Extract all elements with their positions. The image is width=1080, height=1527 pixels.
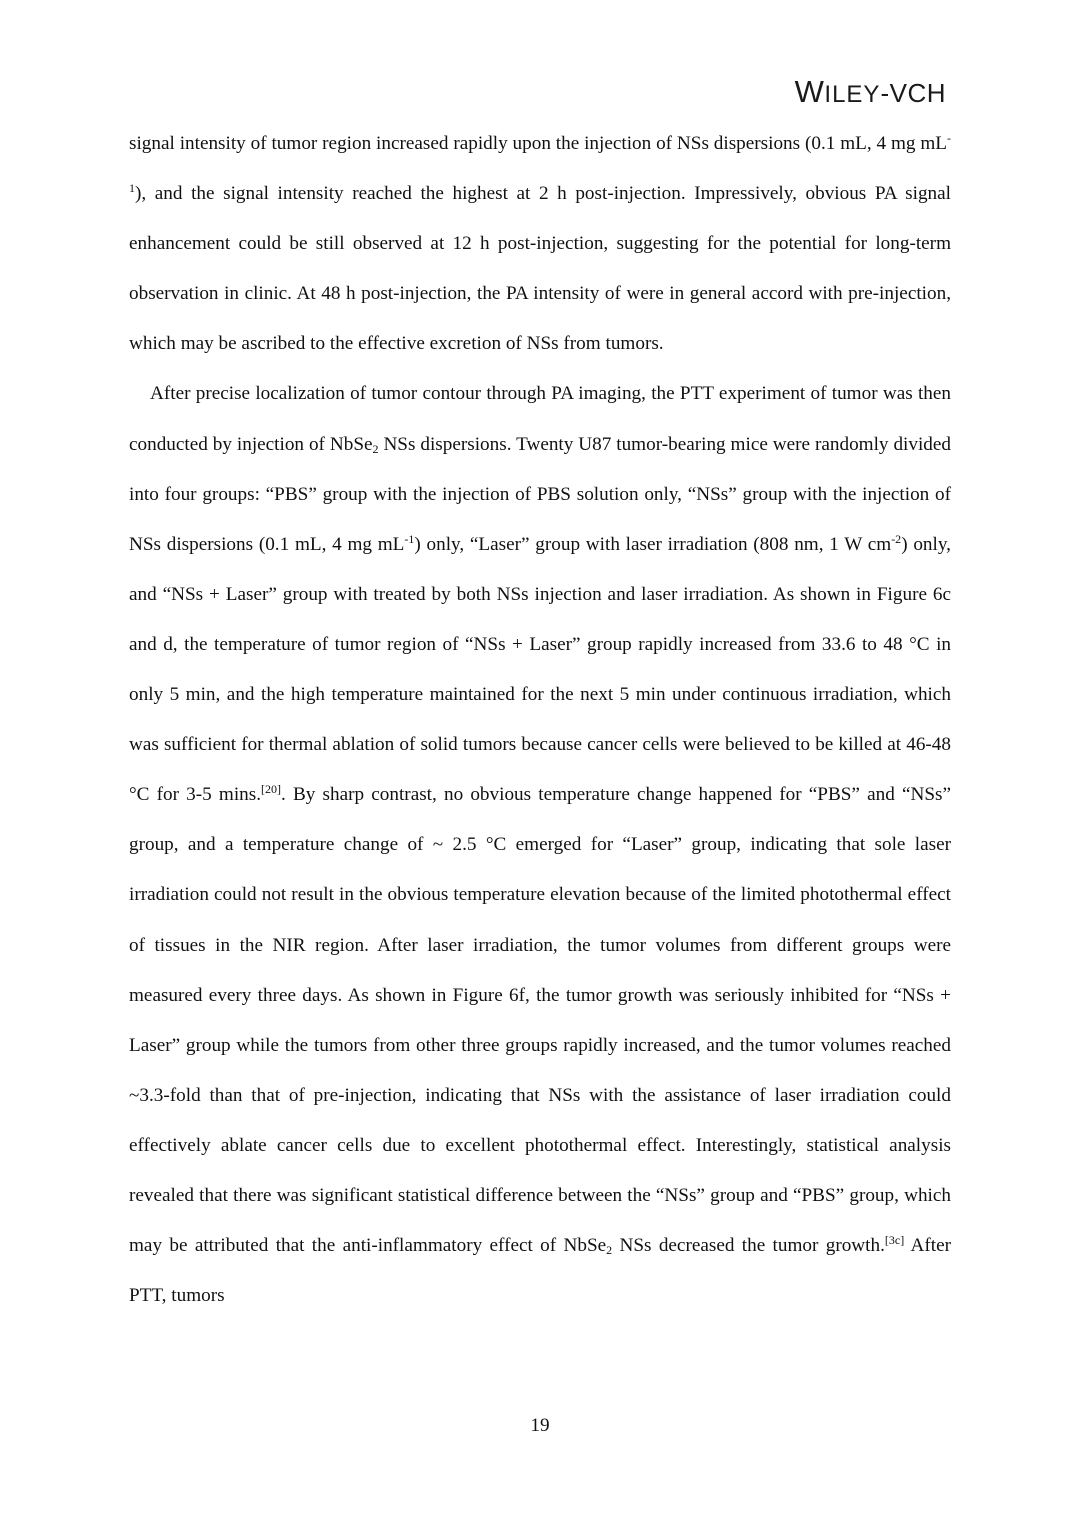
p1-superscript-1: -1 <box>129 131 951 196</box>
paragraph-1 <box>129 119 951 369</box>
publisher-logo <box>795 76 946 107</box>
citation-3c: [3c] <box>884 1233 905 1248</box>
citation-20: [20] <box>261 782 282 797</box>
p2-text-5: . By sharp contrast, no obvious temperature change happened for “PBS” and “NSs” group, and a temperature change of ~ 2.5 °C emerged for “Laser” group, indicating that sole laser irradiation could not result in the obvious temperature elevation because of the limited photothermal effect of tissues in the NIR region. After laser irradiation, the tumor volumes from different groups were measured every three days. As shown in Figure 6f, the tumor growth was seriously inhibited for “NSs + Laser” group while the tumors from other three groups rapidly increased, and the tumor volumes reached ~3.3-fold than that of pre-injection, indicating that NSs with the assistance of laser irradiation could effectively ablate cancer cells due to excellent photothermal effect. Interestingly, statistical analysis revealed that there was significant statistical difference between the “NSs” group and “PBS” group, which may be attributed that the anti-inflammatory effect of NbSe <box>129 784 951 1257</box>
p1-text-2: ), and the signal intensity reached the highest at 2 h post-injection. Impressively, obvious PA signal enhancement could be still observed at 12 h post-injection, suggesting for the potential for long-term observation in clinic. At 48 h post-injection, the PA intensity of were in general accord with pre-injection, which may be ascribed to the effective excretion of NSs from tumors. <box>129 183 951 355</box>
p2-text-7: After PTT, tumors <box>129 1235 951 1307</box>
p2-text-4: ) only, and “NSs + Laser” group with treated by both NSs injection and laser irradiation. As shown in Figure 6c and d, the temperature of tumor region of “NSs + Laser” group rapidly increased from 33.6 to 48 °C in only 5 min, and the high temperature maintained for the next 5 min under continuous irradiation, which was sufficient for thermal ablation of solid tumors because cancer cells were believed to be killed at 46-48 °C for 3-5 mins. <box>129 533 951 806</box>
p2-superscript-1: -1 <box>404 531 415 546</box>
p2-subscript-1: 2 <box>372 441 379 456</box>
logo-initial: W <box>794 74 825 109</box>
logo-suffix: -VCH <box>880 78 946 108</box>
p2-subscript-2: 2 <box>606 1243 613 1258</box>
p2-text-1: After precise localization of tumor contour through PA imaging, the PTT experiment of tumor was then conducted by injection of NbSe <box>129 383 951 455</box>
p1-text-1: signal intensity of tumor region increased rapidly upon the injection of NSs dispersions (0.1 mL, 4 mg mL <box>129 133 947 154</box>
p2-text-2: NSs dispersions. Twenty U87 tumor-bearing mice were randomly divided into four groups: “PBS” group with the injection of PBS solution only, “NSs” group with the injection of NSs dispersions (0.1 mL, 4 mg mL <box>129 433 951 555</box>
logo-smallcaps: ILEY <box>824 81 881 108</box>
paragraph-2 <box>129 369 951 1321</box>
p2-superscript-2: -2 <box>891 531 902 546</box>
body-text <box>129 119 951 1321</box>
page-number: 19 <box>530 1415 550 1436</box>
p2-text-6: NSs decreased the tumor growth. <box>612 1235 885 1257</box>
p2-text-3: ) only, “Laser” group with laser irradiation (808 nm, 1 W cm <box>414 533 892 555</box>
